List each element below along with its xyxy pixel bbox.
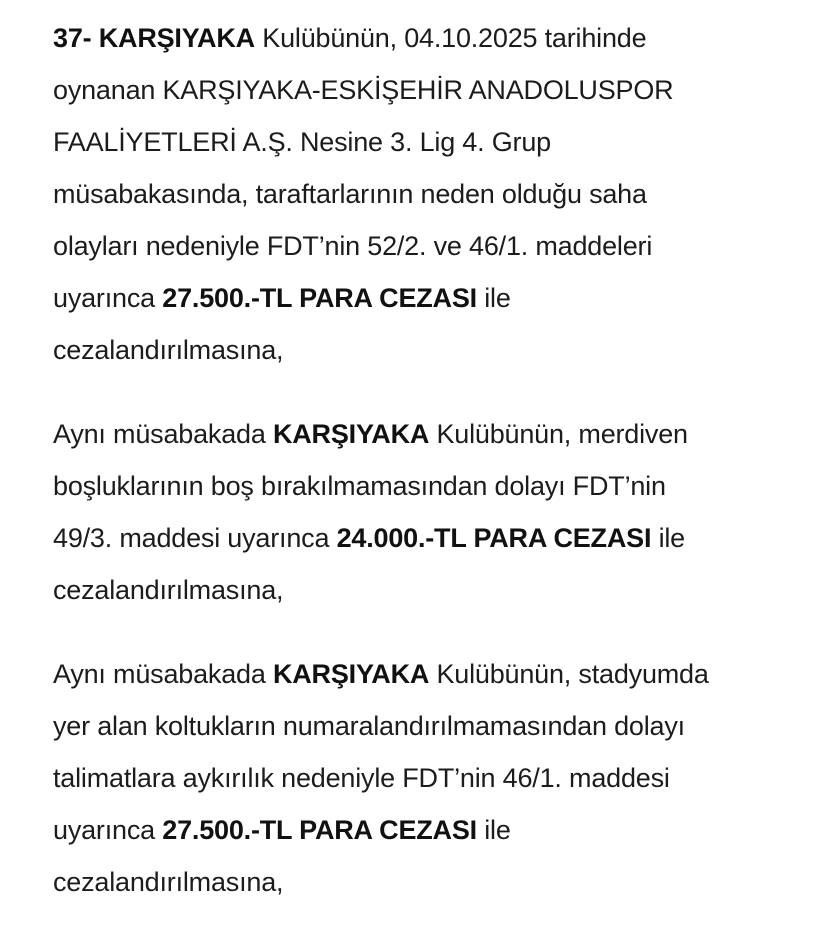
text-line: FAALİYETLERİ A.Ş. Nesine 3. Lig 4. Grup: [53, 127, 551, 157]
penalty-amount: 24.000.-TL PARA CEZASI: [336, 523, 652, 553]
item-number-club: 37- KARŞIYAKA: [53, 23, 255, 53]
text-line: [53, 408, 813, 460]
text-line: cezalandırılmasına,: [53, 867, 284, 897]
line-text: Kulübünün, 04.10.2025 tarihinde: [254, 23, 647, 53]
club-name: KARŞIYAKA: [272, 419, 430, 449]
line-text: Kulübünün, merdiven: [429, 419, 688, 449]
line-text: uyarınca: [53, 815, 163, 845]
penalty-paragraph-2: [53, 408, 813, 616]
line-text: ile: [476, 815, 511, 845]
text-line: [53, 12, 813, 64]
text-line: yer alan koltukların numaralandırılmamasından dolayı: [53, 711, 685, 741]
text-line: [53, 272, 813, 324]
text-line: [53, 512, 813, 564]
text-line: olayları nedeniyle FDT’nin 52/2. ve 46/1. maddeleri: [53, 231, 653, 261]
line-text: ile: [476, 283, 511, 313]
text-line: talimatlara aykırılık nedeniyle FDT’nin 46/1. maddesi: [53, 763, 670, 793]
line-text: Aynı müsabakada: [53, 419, 273, 449]
line-text: 49/3. maddesi uyarınca: [53, 523, 337, 553]
penalty-paragraph-1: [53, 12, 813, 376]
club-name: KARŞIYAKA: [272, 659, 430, 689]
line-text: Aynı müsabakada: [53, 659, 273, 689]
text-line: cezalandırılmasına,: [53, 335, 284, 365]
line-text: ile: [651, 523, 685, 553]
penalty-amount: 27.500.-TL PARA CEZASI: [162, 815, 477, 845]
text-line: oynanan KARŞIYAKA-ESKİŞEHİR ANADOLUSPOR: [53, 75, 674, 105]
text-line: boşluklarının boş bırakılmamasından dolayı FDT’nin: [53, 471, 666, 501]
text-line: müsabakasında, taraftarlarının neden olduğu saha: [53, 179, 647, 209]
line-text: Kulübünün, stadyumda: [429, 659, 709, 689]
penalty-paragraph-3: [53, 648, 813, 908]
line-text: uyarınca: [53, 283, 163, 313]
text-line: [53, 804, 813, 856]
text-line: [53, 648, 813, 700]
document-body: [53, 12, 813, 908]
text-line: cezalandırılmasına,: [53, 575, 284, 605]
penalty-amount: 27.500.-TL PARA CEZASI: [162, 283, 477, 313]
